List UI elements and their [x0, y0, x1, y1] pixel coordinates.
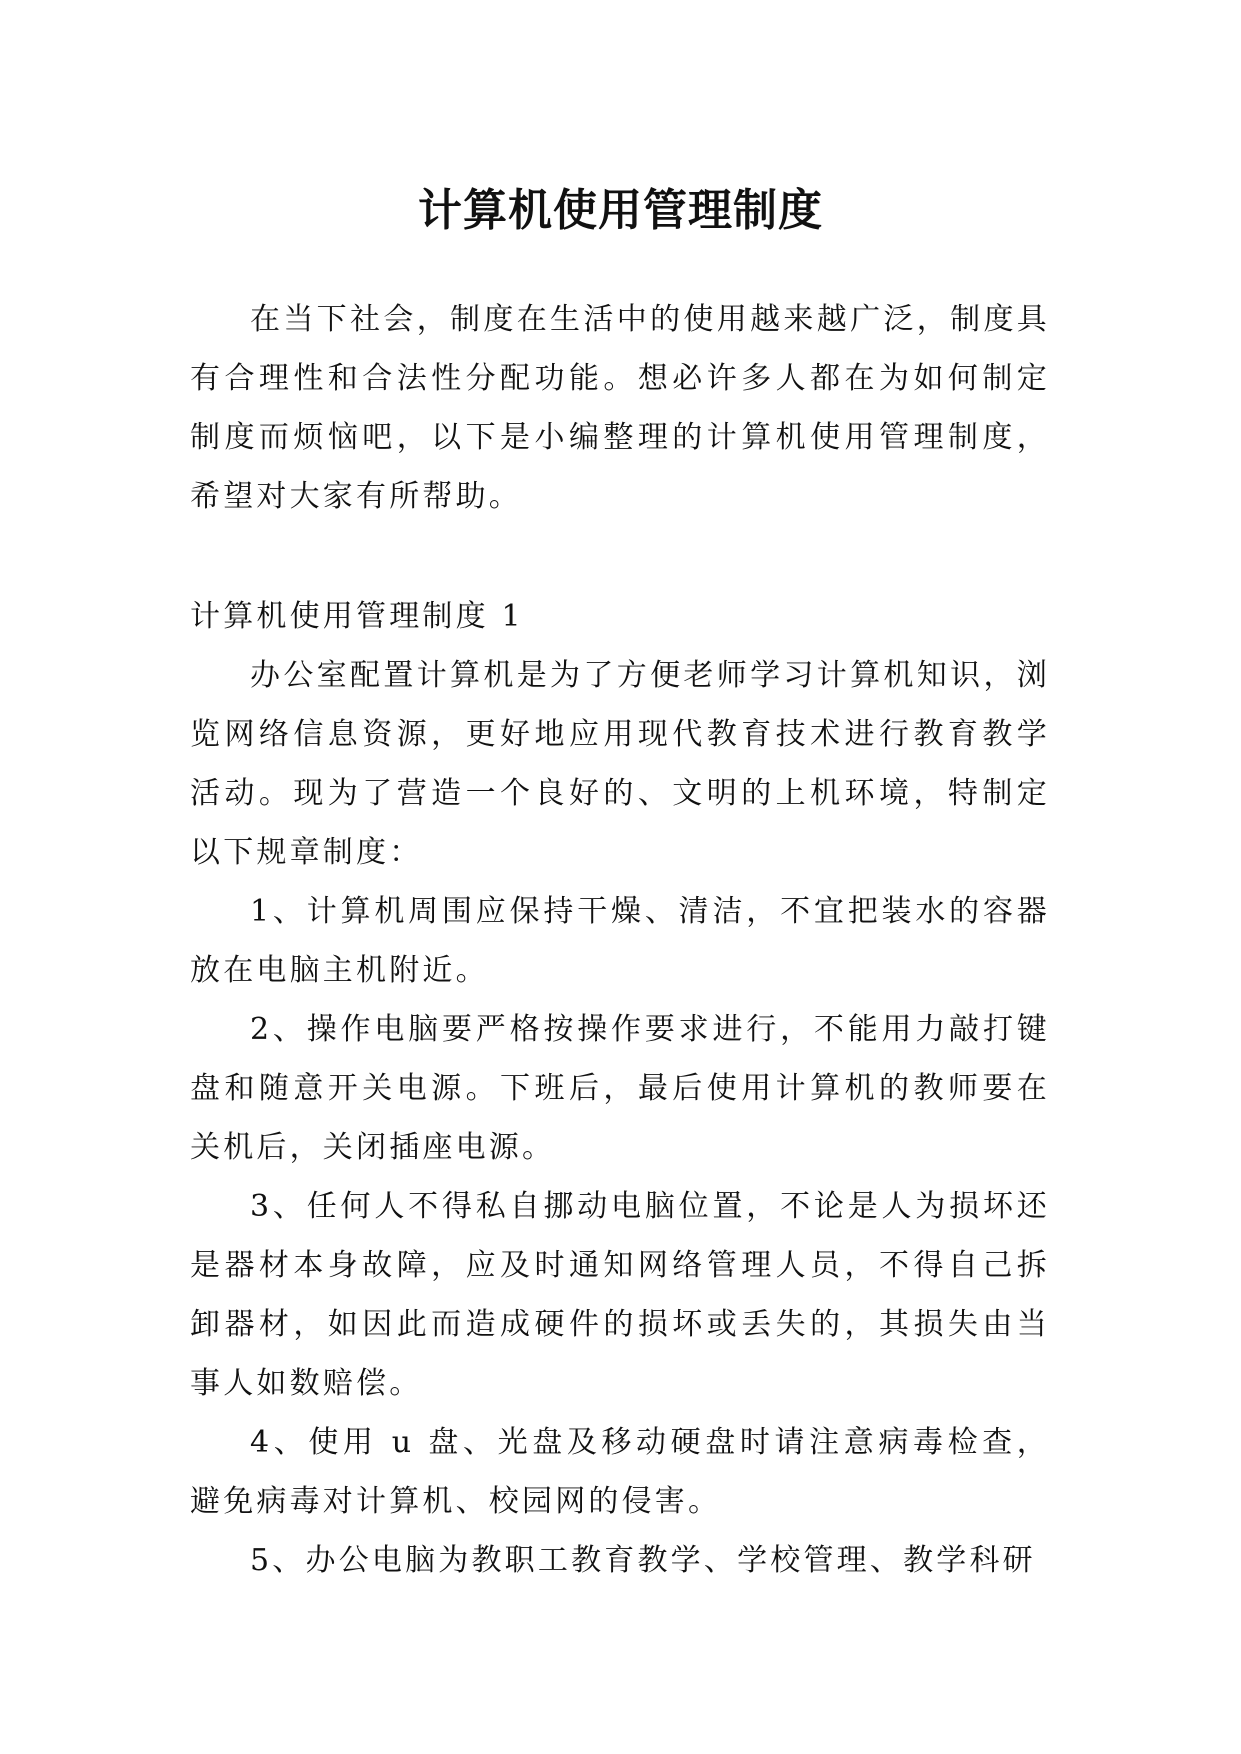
rule-paragraph-3: 3、任何人不得私自挪动电脑位置，不论是人为损坏还是器材本身故障，应及时通知网络管理人员，不得自己拆卸器材，如因此而造成硬件的损坏或丢失的，其损失由当事人如数赔偿。 [190, 1189, 1050, 1401]
rule-paragraph-4: 4、使用 u 盘、光盘及移动硬盘时请注意病毒检查，避免病毒对计算机、校园网的侵害。 [190, 1425, 1050, 1519]
rule-paragraph-1: 1、计算机周围应保持干燥、清洁，不宜把装水的容器放在电脑主机附近。 [190, 894, 1050, 988]
rule-paragraph-5: 5、办公电脑为教职工教育教学、学校管理、教学科研 [250, 1543, 1036, 1578]
intro-paragraph: 在当下社会，制度在生活中的使用越来越广泛，制度具有合理性和合法性分配功能。想必许多人都在为如何制定制度而烦恼吧，以下是小编整理的计算机使用管理制度，希望对大家有所帮助。 [190, 302, 1050, 514]
rule-paragraph-2: 2、操作电脑要严格按操作要求进行，不能用力敲打键盘和随意开关电源。下班后，最后使用计算机的教师要在关机后，关闭插座电源。 [190, 1012, 1050, 1165]
section-intro-paragraph: 办公室配置计算机是为了方便老师学习计算机知识，浏览网络信息资源，更好地应用现代教育技术进行教育教学活动。现为了营造一个良好的、文明的上机环境，特制定以下规章制度： [190, 658, 1050, 870]
document-title: 计算机使用管理制度 [418, 185, 823, 237]
section-heading: 计算机使用管理制度 1 [190, 599, 524, 634]
document-body [190, 290, 1050, 1590]
